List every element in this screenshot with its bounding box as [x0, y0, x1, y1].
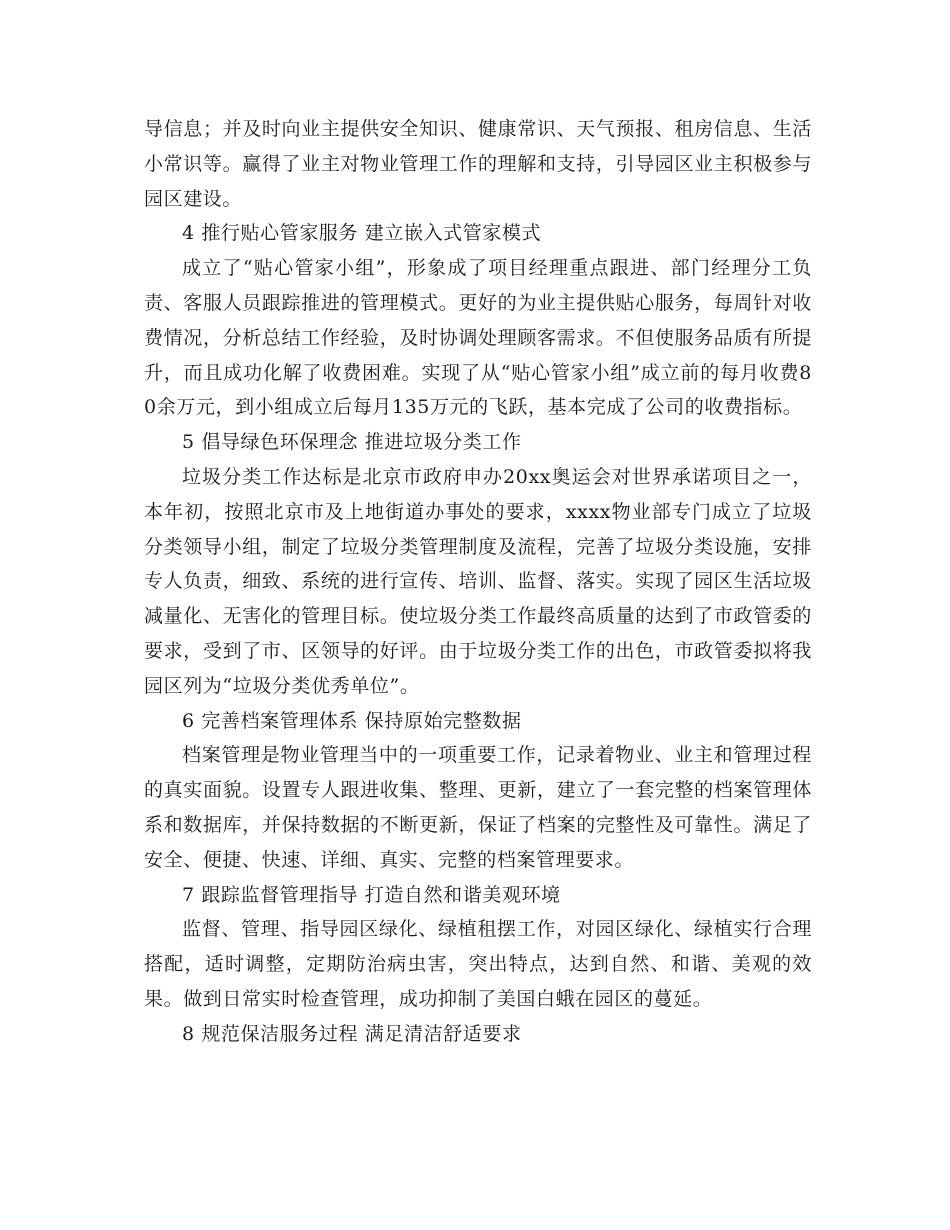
- section-heading-8: 8 规范保洁服务过程 满足清洁舒适要求: [182, 1022, 522, 1045]
- section-heading-4: 4 推行贴心管家服务 建立嵌入式管家模式: [182, 222, 542, 245]
- section-heading-5: 5 倡导绿色环保理念 推进垃圾分类工作: [182, 431, 522, 454]
- paragraph-archive-management: 档案管理是物业管理当中的一项重要工作，记录着物业、业主和管理过程的真实面貌。设置专人跟进收集、整理、更新，建立了一套完整的档案管理体系和数据库，并保持数据的不断更新，保证了档案的完整性及可靠性。满足了安全、便捷、快速、详细、真实、完整的档案管理要求。: [144, 744, 812, 871]
- section-heading-6: 6 完善档案管理体系 保持原始完整数据: [182, 709, 522, 732]
- paragraph-continuation: 导信息；并及时向业主提供安全知识、健康常识、天气预报、租房信息、生活小常识等。赢得了业主对物业管理工作的理解和支持，引导园区业主积极参与园区建设。: [144, 118, 812, 210]
- section-heading-7: 7 跟踪监督管理指导 打造自然和谐美观环境: [182, 883, 561, 906]
- paragraph-garbage-sorting: 垃圾分类工作达标是北京市政府申办20xx奥运会对世界承诺项目之一，本年初，按照北京市及上地街道办事处的要求，xxxx物业部专门成立了垃圾分类领导小组，制定了垃圾分类管理制度及流程，完善了垃圾分类设施，安排专人负责，细致、系统的进行宣传、培训、监督、落实。实现了园区生活垃圾减量化、无害化的管理目标。使垃圾分类工作最终高质量的达到了市政管委的要求，受到了市、区领导的好评。由于垃圾分类工作的出色，市政管委拟将我园区列为“垃圾分类优秀单位”。: [144, 465, 812, 697]
- document-body: [144, 112, 812, 1052]
- paragraph-butler-service: 成立了“贴心管家小组”，形象成了项目经理重点跟进、部门经理分工负责、客服人员跟踪推进的管理模式。更好的为业主提供贴心服务，每周针对收费情况，分析总结工作经验，及时协调处理顾客需求。不但使服务品质有所提升，而且成功化解了收费困难。实现了从“贴心管家小组”成立前的每月收费80余万元，到小组成立后每月135万元的飞跃，基本完成了公司的收费指标。: [144, 257, 812, 419]
- paragraph-greening: 监督、管理、指导园区绿化、绿植租摆工作，对园区绿化、绿植实行合理搭配，适时调整，定期防治病虫害，突出特点，达到自然、和谐、美观的效果。做到日常实时检查管理，成功抑制了美国白蛾在园区的蔓延。: [144, 918, 812, 1010]
